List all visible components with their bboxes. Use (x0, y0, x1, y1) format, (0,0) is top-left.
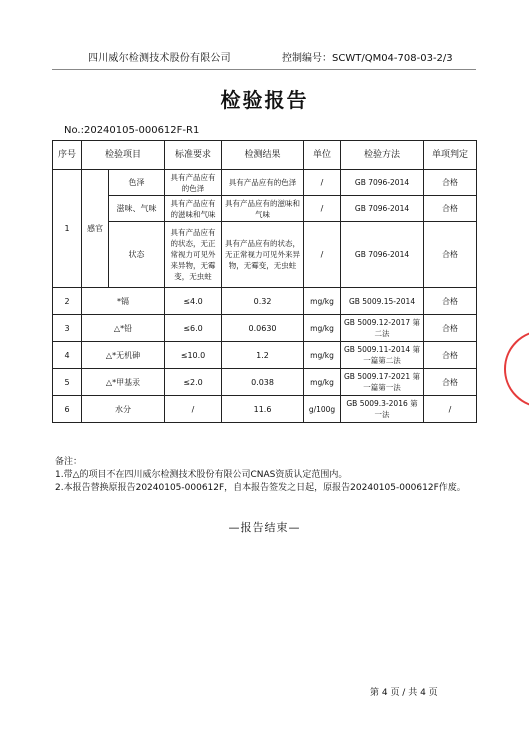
requirement: 具有产品应有的滋味和气味 (165, 196, 222, 222)
judgement: 合格 (424, 342, 477, 369)
item-name: △*铅 (82, 315, 165, 342)
company-name: 四川威尔检测技术股份有限公司 (88, 53, 231, 64)
method: GB 7096-2014 (341, 196, 424, 222)
remarks-label: 备注： (55, 457, 83, 467)
row-no: 1 (53, 170, 82, 288)
category-label: 感官 (82, 170, 109, 288)
header-item: 检验项目 (82, 141, 165, 170)
result: 0.0630 (222, 315, 304, 342)
unit: / (304, 222, 341, 288)
method: GB 7096-2014 (341, 170, 424, 196)
header-unit: 单位 (304, 141, 341, 170)
unit: mg/kg (304, 369, 341, 396)
header-divider (52, 69, 476, 70)
method: GB 7096-2014 (341, 222, 424, 288)
method: GB 5009.15-2014 (341, 288, 424, 315)
remarks-line-2: 2.本报告替换原报告20240105-000612F，自本报告签发之日起，原报告20240105-000612F作废。 (55, 483, 466, 493)
header-result: 检测结果 (222, 141, 304, 170)
report-number: No.:20240105-000612F-R1 (64, 125, 200, 136)
table-row (53, 396, 477, 423)
table-header-row (53, 141, 477, 170)
row-no: 5 (53, 369, 82, 396)
method: GB 5009.3-2016 第一法 (341, 396, 424, 423)
result: 具有产品应有的色泽 (222, 170, 304, 196)
method: GB 5009.17-2021 第一篇第一法 (341, 369, 424, 396)
item-name: 色泽 (109, 170, 165, 196)
row-no: 4 (53, 342, 82, 369)
page-title: 检验报告 (220, 88, 309, 112)
table-row (53, 369, 477, 396)
requirement: / (165, 396, 222, 423)
judgement: 合格 (424, 315, 477, 342)
item-name: *镉 (82, 288, 165, 315)
requirement: ≤6.0 (165, 315, 222, 342)
result: 11.6 (222, 396, 304, 423)
table-row (53, 196, 477, 222)
item-name: △*无机砷 (82, 342, 165, 369)
item-name: 水分 (82, 396, 165, 423)
result: 具有产品应有的状态，无正常视力可见外来异物，无霉变，无虫蛀 (222, 222, 304, 288)
header-judgement: 单项判定 (424, 141, 477, 170)
table-row (53, 342, 477, 369)
remarks (55, 456, 485, 495)
judgement: 合格 (424, 170, 477, 196)
unit: / (304, 196, 341, 222)
unit: g/100g (304, 396, 341, 423)
result: 0.32 (222, 288, 304, 315)
result: 1.2 (222, 342, 304, 369)
judgement: / (424, 396, 477, 423)
report-end-marker: —报告结束— (228, 521, 301, 534)
result: 具有产品应有的滋味和气味 (222, 196, 304, 222)
result: 0.038 (222, 369, 304, 396)
method: GB 5009.12-2017 第二法 (341, 315, 424, 342)
requirement: 具有产品应有的状态，无正常视力可见外来异物，无霉变，无虫蛀 (165, 222, 222, 288)
header-method: 检验方法 (341, 141, 424, 170)
remarks-line-1: 1.带△的项目不在四川威尔检测技术股份有限公司CNAS资质认定范围内。 (55, 470, 348, 480)
requirement: 具有产品应有的色泽 (165, 170, 222, 196)
company-seal-stamp (504, 330, 529, 408)
inspection-table (52, 140, 477, 423)
table-row (53, 315, 477, 342)
unit: mg/kg (304, 288, 341, 315)
item-name: 状态 (109, 222, 165, 288)
page-number: 第 4 页 / 共 4 页 (370, 688, 438, 698)
requirement: ≤4.0 (165, 288, 222, 315)
unit: mg/kg (304, 342, 341, 369)
judgement: 合格 (424, 288, 477, 315)
unit: mg/kg (304, 315, 341, 342)
unit: / (304, 170, 341, 196)
item-name: 滋味、气味 (109, 196, 165, 222)
row-no: 3 (53, 315, 82, 342)
method: GB 5009.11-2014 第一篇第二法 (341, 342, 424, 369)
row-no: 6 (53, 396, 82, 423)
table-row (53, 288, 477, 315)
header-no: 序号 (53, 141, 82, 170)
item-name: △*甲基汞 (82, 369, 165, 396)
judgement: 合格 (424, 222, 477, 288)
judgement: 合格 (424, 369, 477, 396)
header-requirement: 标准要求 (165, 141, 222, 170)
table-row (53, 222, 477, 288)
row-no: 2 (53, 288, 82, 315)
control-number: 控制编号：SCWT/QM04-708-03-2/3 (282, 53, 453, 64)
judgement: 合格 (424, 196, 477, 222)
requirement: ≤2.0 (165, 369, 222, 396)
requirement: ≤10.0 (165, 342, 222, 369)
table-row (53, 170, 477, 196)
